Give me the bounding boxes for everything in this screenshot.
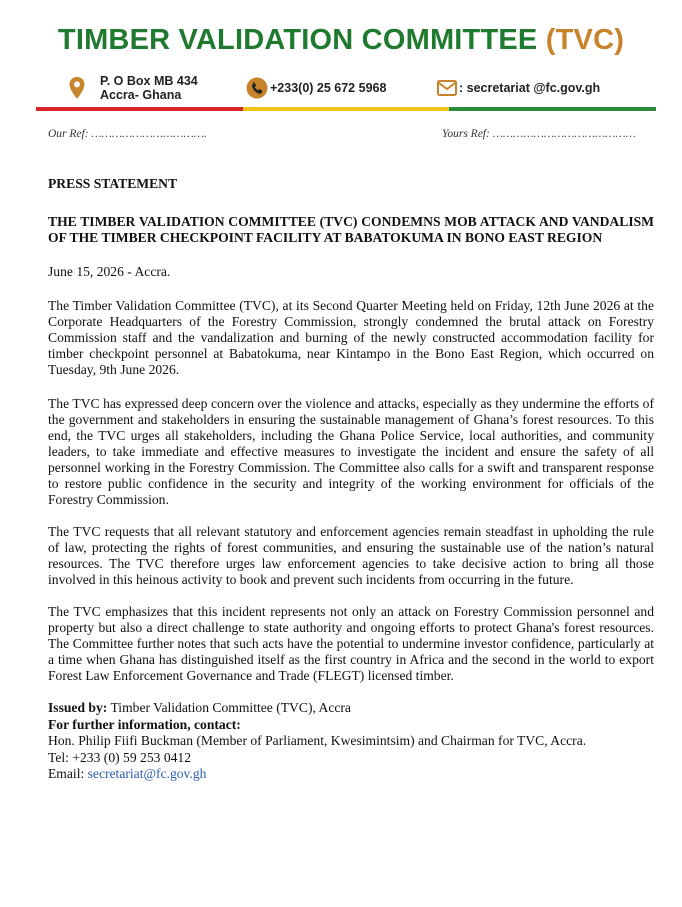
contact-email-line	[48, 766, 654, 783]
email-address: : secretariat @fc.gov.gh	[459, 81, 601, 95]
contact-person: Hon. Philip Fiifi Buckman (Member of Parliament, Kwesimintsim) and Chairman for TVC, Accra.	[48, 733, 587, 748]
contact-email-label: Email:	[48, 766, 88, 781]
flag-color-bar	[36, 107, 656, 111]
paragraph-4: The TVC emphasizes that this incident represents not only an attack on Forestry Commission personnel and property but also a direct challenge to state authority and ongoing efforts to protect Ghana's forest resources. The Committee further notes that such acts have the potential to undermine investor confidence, particularly at a time when Ghana has distinguished itself as the first country in Africa and the second in the world to export Forest Law Enforcement Governance and Trade (FLEGT) licensed timber.	[48, 604, 654, 683]
org-title-main: TIMBER VALIDATION COMMITTEE	[57, 24, 538, 56]
address-line-1: P. O Box MB 434	[100, 74, 198, 88]
location-pin-icon	[68, 76, 86, 100]
yours-ref: Yours Ref: ……………………………………	[442, 128, 636, 140]
phone-block	[246, 70, 386, 106]
issued-by-label: Issued by:	[48, 700, 108, 715]
flag-yellow-band	[243, 107, 450, 111]
flag-red-band	[36, 107, 243, 111]
org-title	[0, 24, 682, 57]
phone-icon	[246, 77, 268, 99]
document-subheading: THE TIMBER VALIDATION COMMITTEE (TVC) CONDEMNS MOB ATTACK AND VANDALISM OF THE TIMBER CHECKPOINT FACILITY AT BABATOKUMA IN BONO EAST REGION	[48, 214, 654, 245]
org-title-abbr: (TVC)	[545, 24, 625, 56]
contact-tel: Tel: +233 (0) 59 253 0412	[48, 749, 192, 765]
statement-date: June 15, 2026 - Accra.	[48, 264, 171, 279]
press-statement-body	[48, 176, 654, 783]
phone-number: +233(0) 25 672 5968	[270, 81, 387, 95]
document-heading: PRESS STATEMENT	[48, 176, 178, 191]
envelope-icon	[437, 79, 457, 97]
paragraph-1: The Timber Validation Committee (TVC), at its Second Quarter Meeting held on Friday, 12th June 2026 at the Corporate Headquarters of the Forestry Commission, strongly condemned the brutal attack on Forestry Commission staff and the vandalization and burning of the newly constructed accommodation facility for timber checkpoint personnel at Babatokuma, near Kintampo in the Bono East Region, which occurred on Tuesday, 9th June 2026.	[48, 298, 654, 377]
issued-by-line	[48, 700, 654, 717]
paragraph-3: The TVC requests that all relevant statutory and enforcement agencies remain steadfast in upholding the rule of law, protecting the rights of forest communities, and ensuring the sustainable use of the nation’s natural resources. The TVC therefore urges law enforcement agencies to take decisive action to bring all those involved in this heinous activity to book and prevent such incidents from occurring in the future.	[48, 524, 654, 587]
issued-by-value: Timber Validation Committee (TVC), Accra	[107, 700, 351, 715]
address-block	[68, 70, 198, 106]
paragraph-2: The TVC has expressed deep concern over the violence and attacks, especially as they undermine the efforts of the government and stakeholders in ensuring the sustainable management of Ghana’s forest resources. To this end, the TVC urges all stakeholders, including the Ghana Police Service, local authorities, and community leaders, to take immediate and effective measures to investigate the incident and ensure the safety of all personnel working in the Forestry Commission. The Committee also calls for a swift and transparent response to restore public confidence in the security and integrity of the working environment for officials of the Forestry Commission.	[48, 396, 654, 507]
address-line-2: Accra- Ghana	[100, 88, 182, 102]
letterhead	[0, 0, 682, 120]
contact-email-link[interactable]: secretariat@fc.gov.gh	[87, 766, 207, 781]
closing-block	[48, 700, 654, 783]
flag-green-band	[449, 107, 656, 111]
contact-label: For further information, contact:	[48, 716, 241, 732]
email-block	[437, 70, 600, 106]
our-ref: Our Ref: …………………………….	[48, 128, 207, 140]
